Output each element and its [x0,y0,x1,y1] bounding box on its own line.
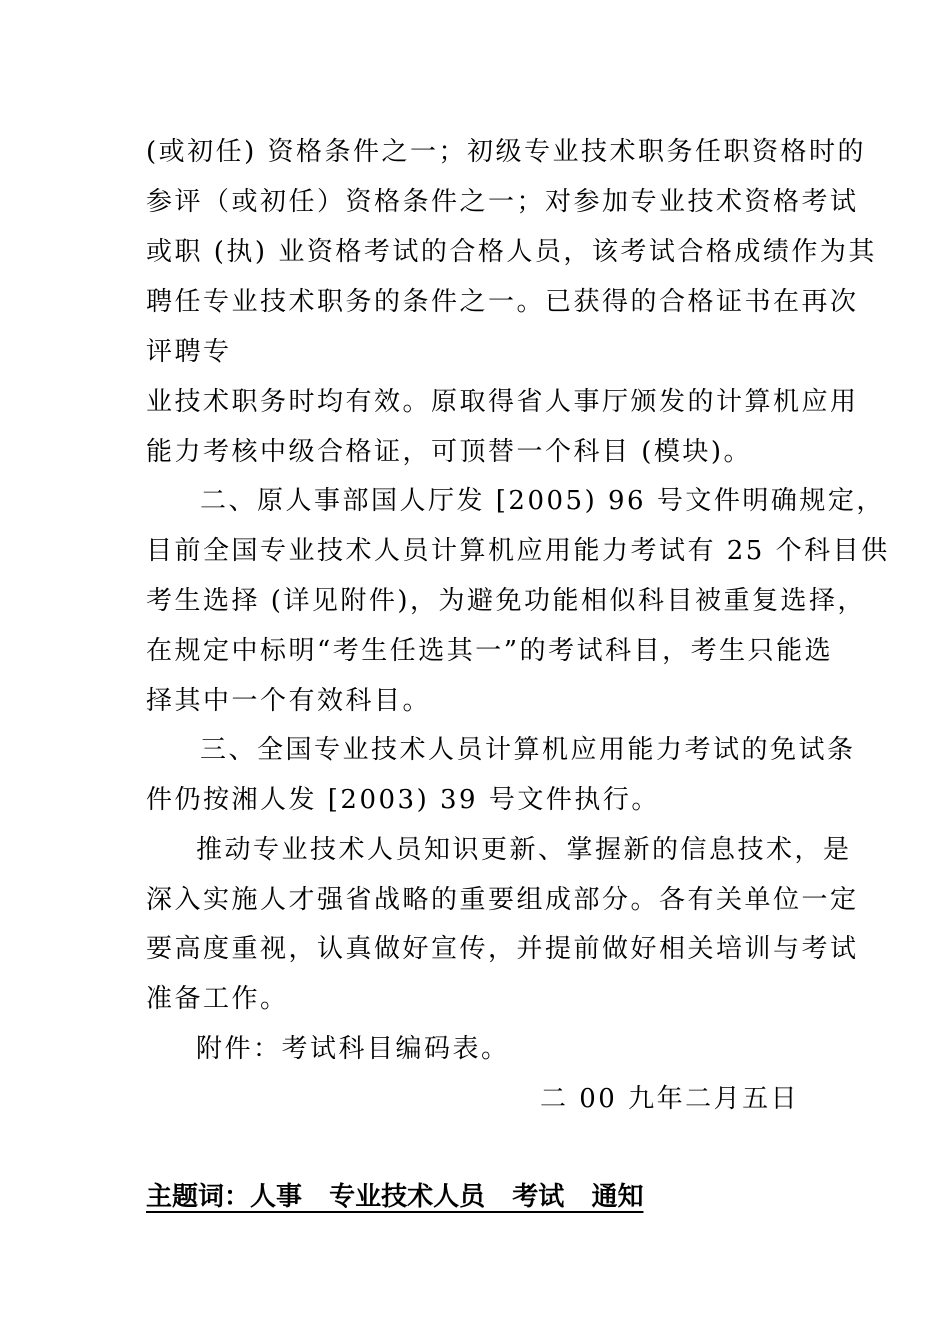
paragraph-two-line-4: 在规定中标明“考生任选其一”的考试科目，考生只能选 [146,636,834,666]
paragraph-four-line-2: 深入实施人才强省战略的重要组成部分。各有关单位一定 [146,885,859,915]
paragraph-four-line-1: 推动专业技术人员知识更新、掌握新的信息技术，是 [196,835,852,865]
paragraph-two-line-5: 择其中一个有效科目。 [146,686,432,716]
body-line-6: 业技术职务时均有效。原取得省人事厅颁发的计算机应用 [146,387,859,417]
paragraph-three-line-1: 三、全国专业技术人员计算机应用能力考试的免试条 [200,735,856,765]
body-line-5: 评聘专 [146,337,232,367]
paragraph-two-line-3: 考生选择 (详见附件)，为避免功能相似科目被重复选择， [146,586,867,616]
paragraph-two-line-2: 目前全国专业技术人员计算机应用能力考试有 25 个科目供 [146,536,890,566]
paragraph-four-line-4: 准备工作。 [146,984,289,1014]
body-line-3: 或职 (执) 业资格考试的合格人员，该考试合格成绩作为其 [146,237,877,267]
attachment-note: 附件：考试科目编码表。 [196,1034,510,1064]
paragraph-four-line-3: 要高度重视，认真做好宣传，并提前做好相关培训与考试 [146,934,859,964]
body-line-2: 参评（或初任）资格条件之一；对参加专业技术资格考试 [146,187,859,217]
body-line-7: 能力考核中级合格证，可顶替一个科目 (模块)。 [146,437,753,467]
paragraph-two-line-1: 二、原人事部国人厅发 [2005) 96 号文件明确规定， [200,486,885,516]
body-line-1: (或初任) 资格条件之一；初级专业技术职务任职资格时的 [146,137,867,167]
subject-keywords: 主题词：人事 专业技术人员 考试 通知 [146,1182,644,1212]
issue-date: 二 00 九年二月五日 [540,1084,800,1114]
body-line-4: 聘任专业技术职务的条件之一。已获得的合格证书在再次 [146,287,859,317]
paragraph-three-line-2: 件仍按湘人发 [2003) 39 号文件执行。 [146,785,660,815]
